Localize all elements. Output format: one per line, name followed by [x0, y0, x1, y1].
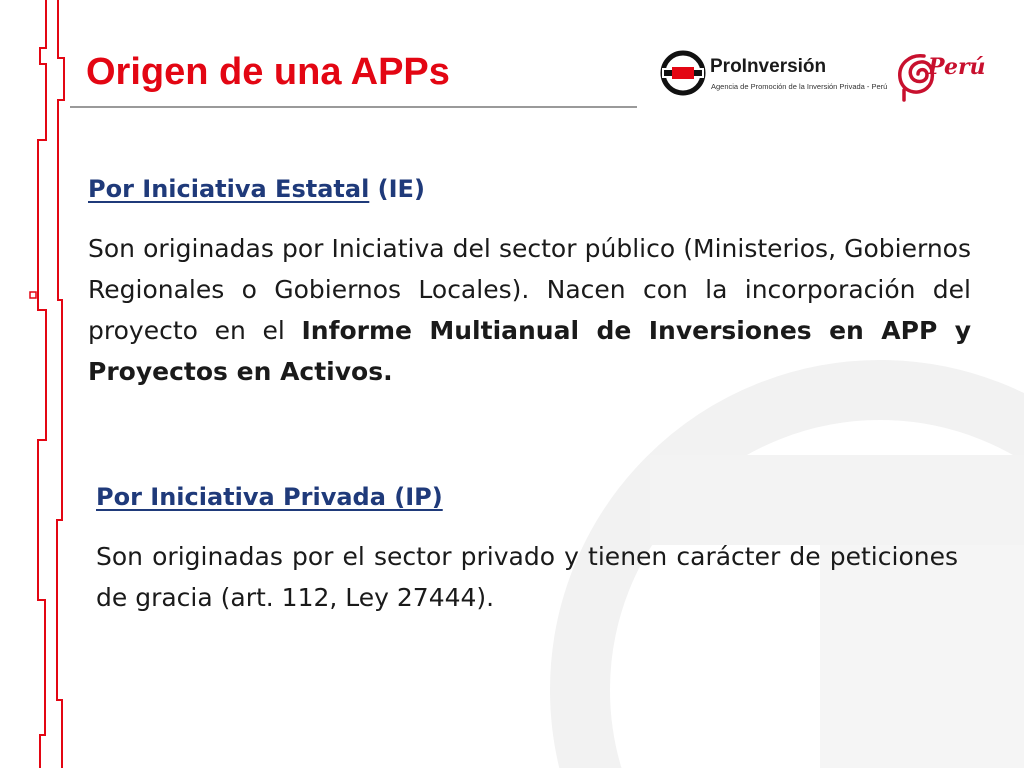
- ie-informe-multianual: Informe Multianual de Inversiones en APP y Proyectos en Activos.: [88, 316, 971, 386]
- section-text-ie: [88, 228, 971, 392]
- section-text-ip: [96, 536, 958, 618]
- title-divider: [70, 106, 637, 108]
- peru-logo: [894, 48, 994, 102]
- proinversion-tagline: Agencia de Promoción de la Inversión Privada - Perú: [711, 82, 888, 91]
- ip-description: Son originadas por el sector privado y tienen carácter de peticiones de gracia (art. 112, Ley 27444).: [96, 542, 958, 612]
- iniciativa-privada-link[interactable]: Por Iniciativa Privada (IP): [96, 483, 443, 511]
- ie-description: Son originadas por Iniciativa del sector público (Ministerios, Gobiernos Regionales o Gobiernos Locales). Nacen con la incorporación del proyecto en el: [88, 234, 971, 345]
- proinversion-name: ProInversión: [710, 56, 827, 77]
- section-heading-ip: [96, 483, 443, 511]
- section-heading-ie: [88, 175, 425, 203]
- peru-wordmark: Perú: [928, 54, 986, 80]
- proinversion-logo: [660, 50, 888, 98]
- ie-abbreviation: (IE): [377, 175, 425, 203]
- slide-title: Origen de una APPs: [86, 51, 450, 93]
- left-border-decoration: [0, 0, 80, 768]
- iniciativa-estatal-link[interactable]: Por Iniciativa Estatal: [88, 175, 370, 203]
- proinversion-emblem-icon: [660, 50, 706, 96]
